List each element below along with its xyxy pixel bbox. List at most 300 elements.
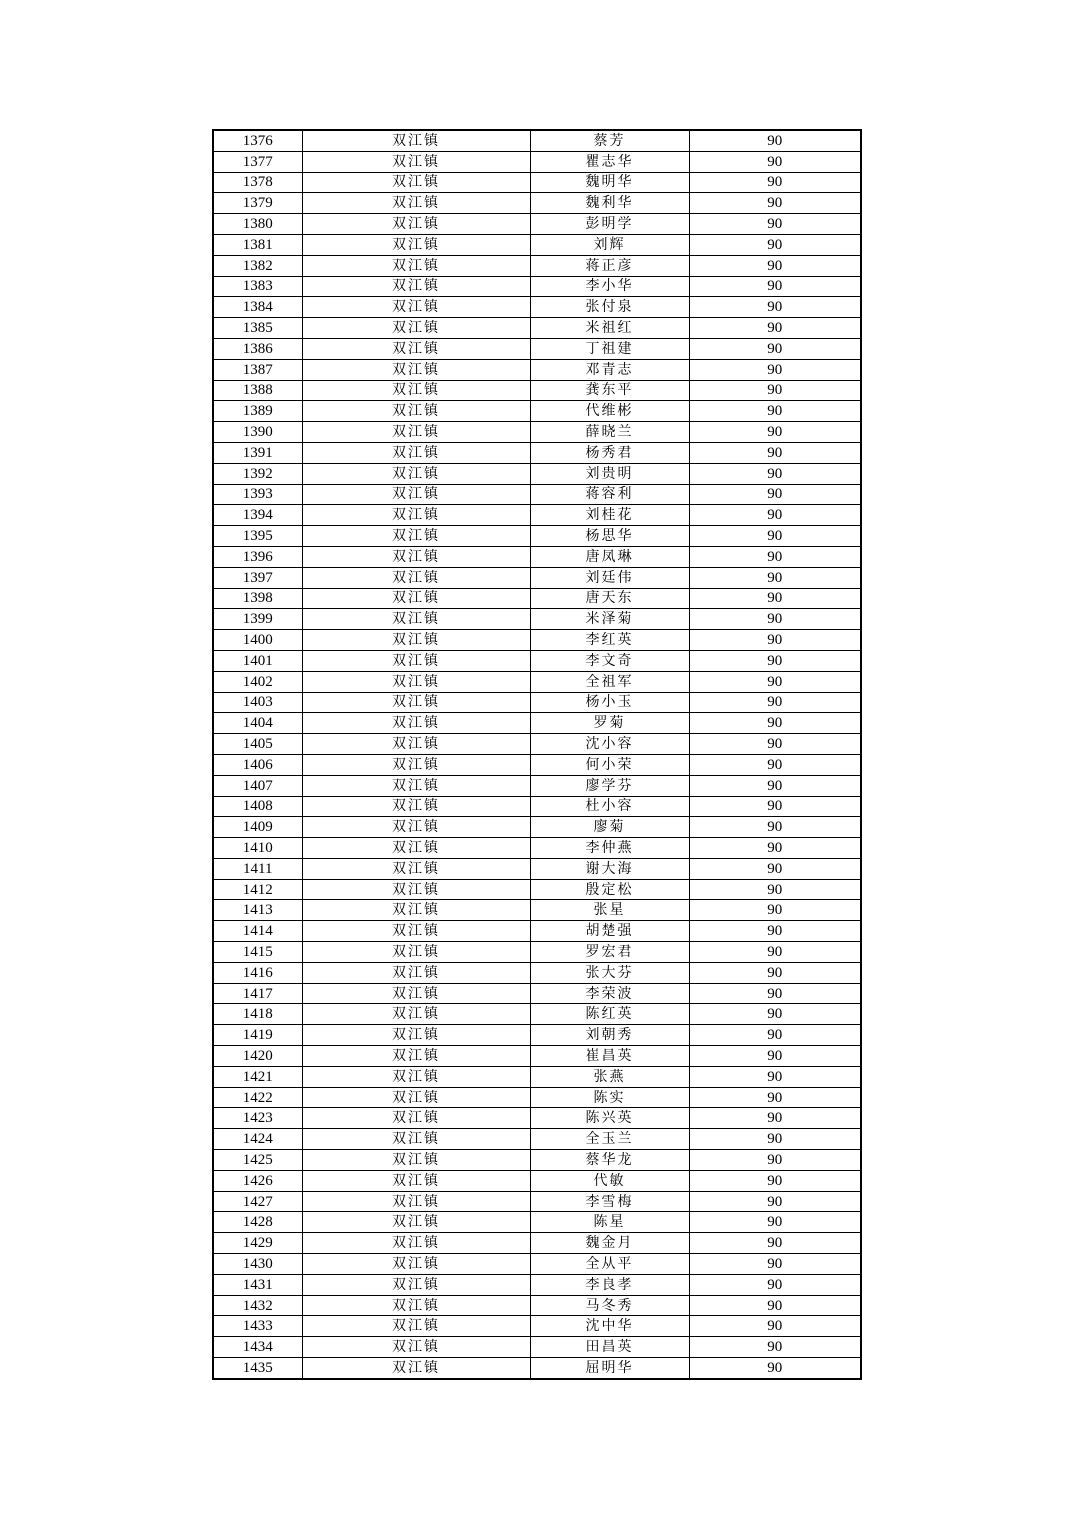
score-cell: 90: [689, 276, 861, 297]
score-cell: 90: [689, 1150, 861, 1171]
row-number-cell: 1376: [213, 130, 302, 151]
town-cell: 双江镇: [302, 567, 530, 588]
table-row: [213, 1025, 861, 1046]
table-row: [213, 796, 861, 817]
row-number-cell: 1425: [213, 1150, 302, 1171]
score-cell: 90: [689, 505, 861, 526]
table-row: [213, 1254, 861, 1275]
score-cell: 90: [689, 1295, 861, 1316]
person-name-cell: 杨小玉: [530, 692, 689, 713]
score-cell: 90: [689, 858, 861, 879]
table-row: [213, 318, 861, 339]
town-cell: 双江镇: [302, 1046, 530, 1067]
person-name-cell: 魏利华: [530, 193, 689, 214]
row-number-cell: 1391: [213, 442, 302, 463]
person-name-cell: 刘辉: [530, 234, 689, 255]
row-number-cell: 1400: [213, 630, 302, 651]
town-cell: 双江镇: [302, 234, 530, 255]
row-number-cell: 1398: [213, 588, 302, 609]
row-number-cell: 1385: [213, 318, 302, 339]
row-number-cell: 1423: [213, 1108, 302, 1129]
town-cell: 双江镇: [302, 1108, 530, 1129]
town-cell: 双江镇: [302, 380, 530, 401]
score-cell: 90: [689, 338, 861, 359]
row-number-cell: 1399: [213, 609, 302, 630]
table-row: [213, 900, 861, 921]
score-cell: 90: [689, 900, 861, 921]
score-cell: 90: [689, 962, 861, 983]
person-name-cell: 龚东平: [530, 380, 689, 401]
score-cell: 90: [689, 484, 861, 505]
person-name-cell: 李雪梅: [530, 1191, 689, 1212]
score-cell: 90: [689, 297, 861, 318]
table-row: [213, 567, 861, 588]
town-cell: 双江镇: [302, 526, 530, 547]
town-cell: 双江镇: [302, 359, 530, 380]
town-cell: 双江镇: [302, 193, 530, 214]
person-name-cell: 丁祖建: [530, 338, 689, 359]
table-row: [213, 463, 861, 484]
town-cell: 双江镇: [302, 1337, 530, 1358]
score-cell: 90: [689, 671, 861, 692]
row-number-cell: 1404: [213, 713, 302, 734]
person-name-cell: 刘朝秀: [530, 1025, 689, 1046]
table-row: [213, 1191, 861, 1212]
table-row: [213, 214, 861, 235]
table-row: [213, 942, 861, 963]
person-name-cell: 刘廷伟: [530, 567, 689, 588]
row-number-cell: 1413: [213, 900, 302, 921]
score-cell: 90: [689, 734, 861, 755]
town-cell: 双江镇: [302, 838, 530, 859]
score-cell: 90: [689, 380, 861, 401]
table-row: [213, 1046, 861, 1067]
score-cell: 90: [689, 713, 861, 734]
town-cell: 双江镇: [302, 609, 530, 630]
person-name-cell: 廖学芬: [530, 775, 689, 796]
person-name-cell: 魏明华: [530, 172, 689, 193]
town-cell: 双江镇: [302, 297, 530, 318]
person-name-cell: 李小华: [530, 276, 689, 297]
town-cell: 双江镇: [302, 1191, 530, 1212]
score-cell: 90: [689, 1337, 861, 1358]
roster-table: [212, 129, 862, 1380]
table-row: [213, 130, 861, 151]
table-row: [213, 1233, 861, 1254]
person-name-cell: 殷定松: [530, 879, 689, 900]
person-name-cell: 李仲燕: [530, 838, 689, 859]
person-name-cell: 米祖红: [530, 318, 689, 339]
person-name-cell: 李荣波: [530, 983, 689, 1004]
town-cell: 双江镇: [302, 1129, 530, 1150]
table-row: [213, 734, 861, 755]
row-number-cell: 1394: [213, 505, 302, 526]
score-cell: 90: [689, 796, 861, 817]
row-number-cell: 1420: [213, 1046, 302, 1067]
person-name-cell: 李红英: [530, 630, 689, 651]
score-cell: 90: [689, 422, 861, 443]
person-name-cell: 陈红英: [530, 1004, 689, 1025]
table-row: [213, 151, 861, 172]
person-name-cell: 张燕: [530, 1066, 689, 1087]
town-cell: 双江镇: [302, 1295, 530, 1316]
table-row: [213, 609, 861, 630]
table-row: [213, 401, 861, 422]
town-cell: 双江镇: [302, 546, 530, 567]
score-cell: 90: [689, 526, 861, 547]
person-name-cell: 陈星: [530, 1212, 689, 1233]
table-row: [213, 588, 861, 609]
person-name-cell: 代敏: [530, 1170, 689, 1191]
score-cell: 90: [689, 817, 861, 838]
person-name-cell: 邓青志: [530, 359, 689, 380]
row-number-cell: 1416: [213, 962, 302, 983]
town-cell: 双江镇: [302, 318, 530, 339]
table-row: [213, 193, 861, 214]
table-row: [213, 442, 861, 463]
table-row: [213, 526, 861, 547]
row-number-cell: 1378: [213, 172, 302, 193]
score-cell: 90: [689, 130, 861, 151]
person-name-cell: 米泽菊: [530, 609, 689, 630]
person-name-cell: 唐天东: [530, 588, 689, 609]
person-name-cell: 代维彬: [530, 401, 689, 422]
town-cell: 双江镇: [302, 401, 530, 422]
person-name-cell: 全祖军: [530, 671, 689, 692]
person-name-cell: 刘桂花: [530, 505, 689, 526]
score-cell: 90: [689, 214, 861, 235]
score-cell: 90: [689, 442, 861, 463]
row-number-cell: 1433: [213, 1316, 302, 1337]
person-name-cell: 魏金月: [530, 1233, 689, 1254]
town-cell: 双江镇: [302, 879, 530, 900]
town-cell: 双江镇: [302, 942, 530, 963]
table-row: [213, 671, 861, 692]
table-row: [213, 234, 861, 255]
score-cell: 90: [689, 151, 861, 172]
score-cell: 90: [689, 318, 861, 339]
town-cell: 双江镇: [302, 1233, 530, 1254]
table-row: [213, 1087, 861, 1108]
score-cell: 90: [689, 463, 861, 484]
person-name-cell: 张大芬: [530, 962, 689, 983]
person-name-cell: 沈小容: [530, 734, 689, 755]
town-cell: 双江镇: [302, 1254, 530, 1275]
person-name-cell: 彭明学: [530, 214, 689, 235]
table-row: [213, 775, 861, 796]
score-cell: 90: [689, 1087, 861, 1108]
person-name-cell: 陈实: [530, 1087, 689, 1108]
person-name-cell: 薛晓兰: [530, 422, 689, 443]
row-number-cell: 1383: [213, 276, 302, 297]
person-name-cell: 马冬秀: [530, 1295, 689, 1316]
person-name-cell: 何小荣: [530, 754, 689, 775]
person-name-cell: 廖菊: [530, 817, 689, 838]
score-cell: 90: [689, 1129, 861, 1150]
table-row: [213, 297, 861, 318]
row-number-cell: 1411: [213, 858, 302, 879]
score-cell: 90: [689, 838, 861, 859]
town-cell: 双江镇: [302, 817, 530, 838]
row-number-cell: 1415: [213, 942, 302, 963]
score-cell: 90: [689, 1233, 861, 1254]
town-cell: 双江镇: [302, 1066, 530, 1087]
row-number-cell: 1428: [213, 1212, 302, 1233]
roster-table-body: [213, 130, 861, 1379]
score-cell: 90: [689, 650, 861, 671]
score-cell: 90: [689, 983, 861, 1004]
table-row: [213, 338, 861, 359]
score-cell: 90: [689, 401, 861, 422]
town-cell: 双江镇: [302, 151, 530, 172]
table-row: [213, 1066, 861, 1087]
row-number-cell: 1434: [213, 1337, 302, 1358]
town-cell: 双江镇: [302, 442, 530, 463]
table-row: [213, 962, 861, 983]
score-cell: 90: [689, 588, 861, 609]
table-row: [213, 255, 861, 276]
row-number-cell: 1381: [213, 234, 302, 255]
table-row: [213, 1316, 861, 1337]
row-number-cell: 1402: [213, 671, 302, 692]
score-cell: 90: [689, 359, 861, 380]
score-cell: 90: [689, 1316, 861, 1337]
town-cell: 双江镇: [302, 1170, 530, 1191]
score-cell: 90: [689, 609, 861, 630]
town-cell: 双江镇: [302, 858, 530, 879]
row-number-cell: 1431: [213, 1274, 302, 1295]
town-cell: 双江镇: [302, 172, 530, 193]
person-name-cell: 刘贵明: [530, 463, 689, 484]
row-number-cell: 1410: [213, 838, 302, 859]
row-number-cell: 1386: [213, 338, 302, 359]
score-cell: 90: [689, 1004, 861, 1025]
score-cell: 90: [689, 942, 861, 963]
table-row: [213, 1129, 861, 1150]
person-name-cell: 罗宏君: [530, 942, 689, 963]
table-row: [213, 692, 861, 713]
row-number-cell: 1421: [213, 1066, 302, 1087]
score-cell: 90: [689, 1108, 861, 1129]
table-row: [213, 359, 861, 380]
score-cell: 90: [689, 1358, 861, 1379]
person-name-cell: 蔡华龙: [530, 1150, 689, 1171]
row-number-cell: 1426: [213, 1170, 302, 1191]
row-number-cell: 1393: [213, 484, 302, 505]
score-cell: 90: [689, 1212, 861, 1233]
table-row: [213, 879, 861, 900]
row-number-cell: 1377: [213, 151, 302, 172]
score-cell: 90: [689, 1170, 861, 1191]
table-row: [213, 546, 861, 567]
town-cell: 双江镇: [302, 1004, 530, 1025]
row-number-cell: 1392: [213, 463, 302, 484]
town-cell: 双江镇: [302, 983, 530, 1004]
row-number-cell: 1432: [213, 1295, 302, 1316]
table-row: [213, 983, 861, 1004]
town-cell: 双江镇: [302, 1212, 530, 1233]
table-row: [213, 650, 861, 671]
town-cell: 双江镇: [302, 214, 530, 235]
score-cell: 90: [689, 567, 861, 588]
score-cell: 90: [689, 630, 861, 651]
person-name-cell: 张付泉: [530, 297, 689, 318]
person-name-cell: 瞿志华: [530, 151, 689, 172]
table-row: [213, 754, 861, 775]
table-row: [213, 1170, 861, 1191]
town-cell: 双江镇: [302, 900, 530, 921]
score-cell: 90: [689, 255, 861, 276]
row-number-cell: 1397: [213, 567, 302, 588]
person-name-cell: 蔡芳: [530, 130, 689, 151]
town-cell: 双江镇: [302, 484, 530, 505]
town-cell: 双江镇: [302, 338, 530, 359]
town-cell: 双江镇: [302, 276, 530, 297]
score-cell: 90: [689, 172, 861, 193]
person-name-cell: 唐凤琳: [530, 546, 689, 567]
person-name-cell: 胡楚强: [530, 921, 689, 942]
score-cell: 90: [689, 1066, 861, 1087]
person-name-cell: 崔昌英: [530, 1046, 689, 1067]
person-name-cell: 杨秀君: [530, 442, 689, 463]
score-cell: 90: [689, 775, 861, 796]
person-name-cell: 屈明华: [530, 1358, 689, 1379]
town-cell: 双江镇: [302, 1358, 530, 1379]
person-name-cell: 田昌英: [530, 1337, 689, 1358]
row-number-cell: 1382: [213, 255, 302, 276]
person-name-cell: 沈中华: [530, 1316, 689, 1337]
person-name-cell: 全玉兰: [530, 1129, 689, 1150]
town-cell: 双江镇: [302, 1150, 530, 1171]
town-cell: 双江镇: [302, 1316, 530, 1337]
person-name-cell: 蒋正彦: [530, 255, 689, 276]
town-cell: 双江镇: [302, 734, 530, 755]
row-number-cell: 1424: [213, 1129, 302, 1150]
table-row: [213, 1295, 861, 1316]
table-row: [213, 713, 861, 734]
table-row: [213, 1358, 861, 1379]
score-cell: 90: [689, 1191, 861, 1212]
town-cell: 双江镇: [302, 588, 530, 609]
row-number-cell: 1379: [213, 193, 302, 214]
table-row: [213, 380, 861, 401]
town-cell: 双江镇: [302, 1087, 530, 1108]
score-cell: 90: [689, 1025, 861, 1046]
row-number-cell: 1435: [213, 1358, 302, 1379]
row-number-cell: 1390: [213, 422, 302, 443]
score-cell: 90: [689, 193, 861, 214]
person-name-cell: 张星: [530, 900, 689, 921]
score-cell: 90: [689, 754, 861, 775]
score-cell: 90: [689, 879, 861, 900]
table-row: [213, 1337, 861, 1358]
table-row: [213, 921, 861, 942]
table-row: [213, 630, 861, 651]
person-name-cell: 杨思华: [530, 526, 689, 547]
town-cell: 双江镇: [302, 650, 530, 671]
score-cell: 90: [689, 546, 861, 567]
score-cell: 90: [689, 1046, 861, 1067]
table-row: [213, 1004, 861, 1025]
town-cell: 双江镇: [302, 1274, 530, 1295]
town-cell: 双江镇: [302, 962, 530, 983]
table-row: [213, 817, 861, 838]
score-cell: 90: [689, 1274, 861, 1295]
person-name-cell: 杜小容: [530, 796, 689, 817]
town-cell: 双江镇: [302, 1025, 530, 1046]
table-row: [213, 422, 861, 443]
person-name-cell: 李文奇: [530, 650, 689, 671]
town-cell: 双江镇: [302, 754, 530, 775]
row-number-cell: 1418: [213, 1004, 302, 1025]
town-cell: 双江镇: [302, 463, 530, 484]
table-row: [213, 1150, 861, 1171]
row-number-cell: 1395: [213, 526, 302, 547]
table-row: [213, 1108, 861, 1129]
table-row: [213, 505, 861, 526]
score-cell: 90: [689, 1254, 861, 1275]
town-cell: 双江镇: [302, 692, 530, 713]
town-cell: 双江镇: [302, 713, 530, 734]
town-cell: 双江镇: [302, 130, 530, 151]
row-number-cell: 1389: [213, 401, 302, 422]
person-name-cell: 全从平: [530, 1254, 689, 1275]
row-number-cell: 1407: [213, 775, 302, 796]
row-number-cell: 1429: [213, 1233, 302, 1254]
town-cell: 双江镇: [302, 671, 530, 692]
score-cell: 90: [689, 234, 861, 255]
person-name-cell: 陈兴英: [530, 1108, 689, 1129]
person-name-cell: 谢大海: [530, 858, 689, 879]
town-cell: 双江镇: [302, 505, 530, 526]
row-number-cell: 1380: [213, 214, 302, 235]
table-row: [213, 838, 861, 859]
score-cell: 90: [689, 692, 861, 713]
row-number-cell: 1388: [213, 380, 302, 401]
row-number-cell: 1414: [213, 921, 302, 942]
row-number-cell: 1384: [213, 297, 302, 318]
person-name-cell: 蒋容利: [530, 484, 689, 505]
town-cell: 双江镇: [302, 796, 530, 817]
score-cell: 90: [689, 921, 861, 942]
town-cell: 双江镇: [302, 255, 530, 276]
table-row: [213, 484, 861, 505]
row-number-cell: 1430: [213, 1254, 302, 1275]
row-number-cell: 1419: [213, 1025, 302, 1046]
row-number-cell: 1427: [213, 1191, 302, 1212]
row-number-cell: 1401: [213, 650, 302, 671]
row-number-cell: 1412: [213, 879, 302, 900]
town-cell: 双江镇: [302, 422, 530, 443]
town-cell: 双江镇: [302, 630, 530, 651]
table-row: [213, 1274, 861, 1295]
person-name-cell: 李良孝: [530, 1274, 689, 1295]
row-number-cell: 1405: [213, 734, 302, 755]
table-row: [213, 858, 861, 879]
row-number-cell: 1387: [213, 359, 302, 380]
table-row: [213, 172, 861, 193]
row-number-cell: 1406: [213, 754, 302, 775]
town-cell: 双江镇: [302, 775, 530, 796]
row-number-cell: 1417: [213, 983, 302, 1004]
table-row: [213, 1212, 861, 1233]
town-cell: 双江镇: [302, 921, 530, 942]
row-number-cell: 1409: [213, 817, 302, 838]
row-number-cell: 1422: [213, 1087, 302, 1108]
row-number-cell: 1408: [213, 796, 302, 817]
table-row: [213, 276, 861, 297]
person-name-cell: 罗菊: [530, 713, 689, 734]
